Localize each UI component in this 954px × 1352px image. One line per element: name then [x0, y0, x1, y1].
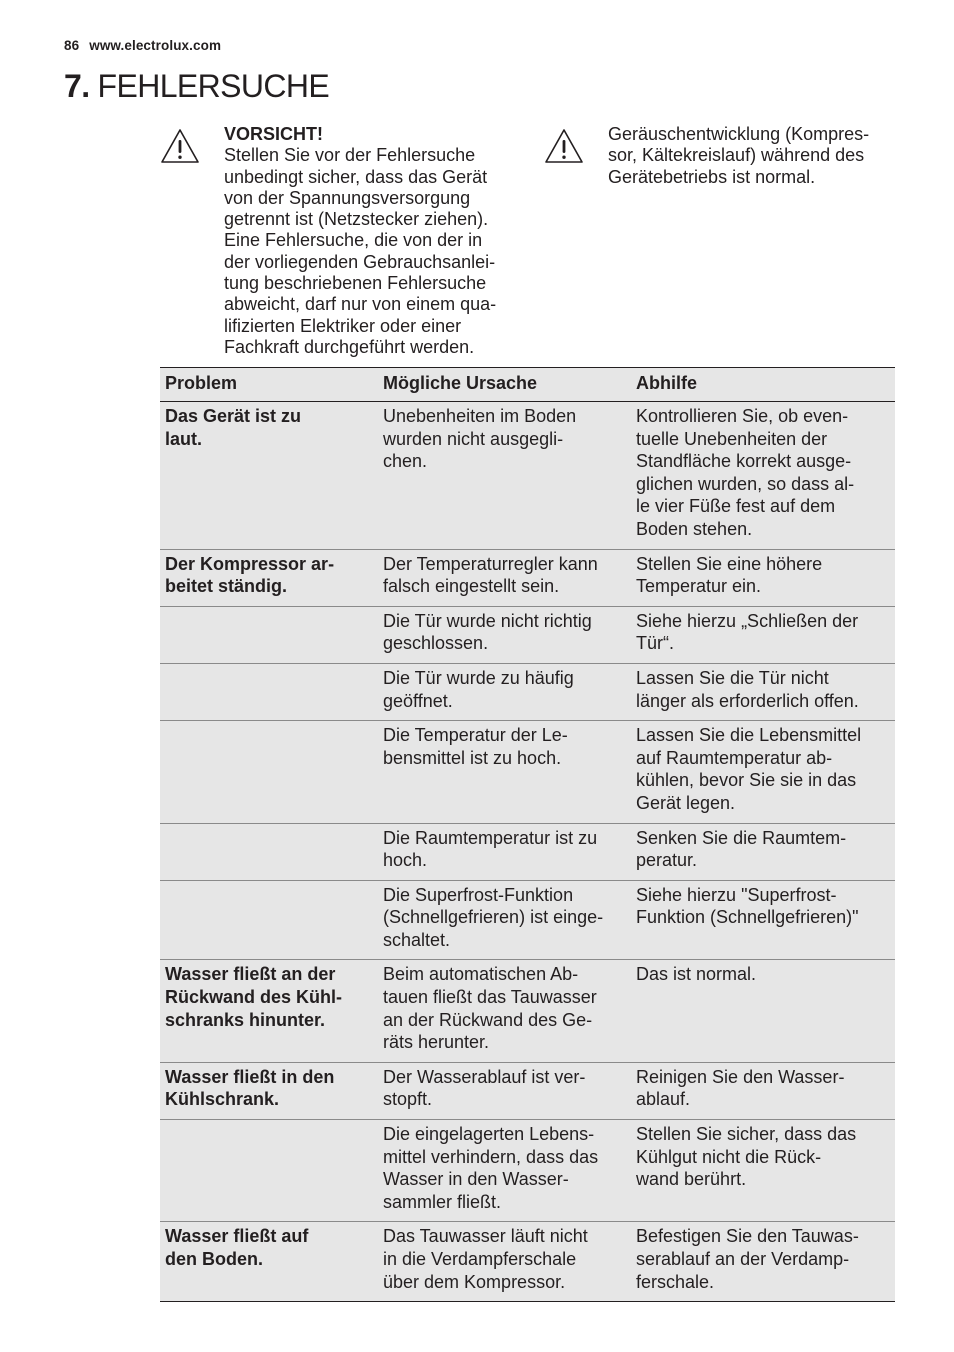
- text-line: Das ist normal.: [636, 964, 757, 985]
- text-line: ferschale.: [636, 1271, 715, 1292]
- column-header-problem: Problem: [160, 368, 378, 402]
- text-line: Lassen Sie die Lebensmittel: [636, 725, 862, 746]
- text-line: stopft.: [383, 1089, 433, 1110]
- text-line: unbedingt sicher, dass das Gerät: [224, 166, 488, 187]
- website-url: www.electrolux.com: [89, 38, 222, 53]
- text-line: Wasser fließt an der: [165, 964, 336, 985]
- text-line: mittel verhindern, dass das: [383, 1146, 599, 1167]
- table-body: [160, 402, 895, 1302]
- text-line: Die eingelagerten Lebens-: [383, 1124, 595, 1145]
- text-line: Kühlgut nicht die Rück-: [636, 1146, 822, 1167]
- table-row: [160, 402, 895, 550]
- text-line: schranks hinunter.: [165, 1009, 326, 1030]
- text-line: Tür“.: [636, 633, 674, 654]
- caution-heading: VORSICHT!: [224, 124, 323, 144]
- problem-cell: [160, 721, 378, 823]
- cause-cell: [378, 1222, 631, 1302]
- cause-cell: [378, 721, 631, 823]
- remedy-cell: [631, 1120, 895, 1222]
- table-row: [160, 721, 895, 823]
- text-line: den Boden.: [165, 1249, 263, 1269]
- cause-cell: [378, 549, 631, 606]
- text-line: Kontrollieren Sie, ob even-: [636, 406, 849, 426]
- text-line: länger als erforderlich offen.: [636, 690, 859, 711]
- text-line: peratur.: [636, 850, 698, 871]
- problem-cell: [160, 549, 378, 606]
- table-row: [160, 1062, 895, 1119]
- cause-cell: [378, 606, 631, 663]
- text-line: Rückwand des Kühl-: [165, 987, 343, 1008]
- text-line: glichen wurden, so dass al-: [636, 473, 855, 494]
- text-line: Siehe hierzu „Schließen der: [636, 610, 859, 631]
- remedy-cell: [631, 823, 895, 880]
- cause-cell: [378, 1120, 631, 1222]
- problem-cell: [160, 606, 378, 663]
- table-row: [160, 549, 895, 606]
- text-line: schaltet.: [383, 929, 451, 950]
- text-line: Siehe hierzu "Superfrost-: [636, 884, 837, 905]
- table-header-row: [160, 368, 895, 402]
- table-row: [160, 1120, 895, 1222]
- text-line: Die Superfrost-Funktion: [383, 884, 574, 905]
- text-line: Senken Sie die Raumtem-: [636, 827, 847, 848]
- text-line: ablauf.: [636, 1089, 691, 1110]
- table-row: [160, 960, 895, 1062]
- text-line: tuelle Unebenheiten der: [636, 428, 828, 449]
- remedy-cell: [631, 880, 895, 960]
- text-line: Wasser in den Wasser-: [383, 1169, 569, 1190]
- text-line: in die Verdampferschale: [383, 1249, 577, 1269]
- caution-text: [224, 124, 520, 358]
- problem-cell: [160, 1062, 378, 1119]
- text-line: laut.: [165, 428, 203, 449]
- text-line: Reinigen Sie den Wasser-: [636, 1066, 845, 1087]
- remedy-cell: [631, 1222, 895, 1302]
- text-line: der vorliegenden Gebrauchsanlei-: [224, 251, 496, 272]
- text-line: beitet ständig.: [165, 576, 288, 597]
- problem-cell: [160, 823, 378, 880]
- page-header: [64, 38, 221, 53]
- text-line: Wasser fließt auf: [165, 1226, 309, 1247]
- column-header-cause: Mögliche Ursache: [378, 368, 631, 402]
- table-row: [160, 606, 895, 663]
- text-line: sor, Kältekreislauf) während des: [608, 145, 865, 166]
- problem-cell: [160, 880, 378, 960]
- text-line: räts herunter.: [383, 1032, 490, 1053]
- text-line: kühlen, bevor Sie sie in das: [636, 770, 857, 791]
- text-line: (Schnellgefrieren) ist einge-: [383, 907, 604, 928]
- text-line: serablauf an der Verdamp-: [636, 1249, 850, 1269]
- cause-cell: [378, 663, 631, 720]
- text-line: Das Gerät ist zu: [165, 406, 302, 426]
- text-line: Temperatur ein.: [636, 576, 762, 597]
- troubleshooting-table: [160, 367, 895, 1302]
- text-line: sammler fließt.: [383, 1191, 502, 1212]
- text-line: tauen fließt das Tauwasser: [383, 987, 597, 1008]
- text-line: geschlossen.: [383, 633, 489, 654]
- section-number: 7.: [64, 68, 90, 104]
- section-heading: FEHLERSUCHE: [97, 68, 330, 104]
- text-line: Befestigen Sie den Tauwas-: [636, 1226, 859, 1247]
- text-line: abweicht, darf nur von einem qua-: [224, 294, 497, 315]
- warning-triangle-icon: [544, 128, 584, 164]
- remedy-cell: [631, 960, 895, 1062]
- text-line: auf Raumtemperatur ab-: [636, 747, 833, 768]
- text-line: Lassen Sie die Tür nicht: [636, 667, 829, 688]
- remedy-cell: [631, 549, 895, 606]
- text-line: Gerät legen.: [636, 792, 736, 813]
- table-row: [160, 663, 895, 720]
- remedy-cell: [631, 663, 895, 720]
- remedy-cell: [631, 402, 895, 550]
- section-title: [64, 66, 329, 106]
- table-row: [160, 1222, 895, 1302]
- text-line: Wasser fließt in den: [165, 1066, 335, 1087]
- warning-triangle-icon: [160, 128, 200, 164]
- text-line: Eine Fehlersuche, die von der in: [224, 230, 483, 251]
- text-line: an der Rückwand des Ge-: [383, 1009, 593, 1030]
- text-line: Der Wasserablauf ist ver-: [383, 1066, 586, 1087]
- text-line: Kühlschrank.: [165, 1089, 280, 1110]
- column-header-remedy: Abhilfe: [631, 368, 895, 402]
- text-line: wurden nicht ausgegli-: [383, 428, 564, 449]
- cause-cell: [378, 880, 631, 960]
- text-line: bensmittel ist zu hoch.: [383, 747, 562, 768]
- text-line: wand berührt.: [636, 1169, 747, 1190]
- table-row: [160, 880, 895, 960]
- text-line: über dem Kompressor.: [383, 1271, 566, 1292]
- text-line: Beim automatischen Ab-: [383, 964, 579, 985]
- remedy-cell: [631, 721, 895, 823]
- cause-cell: [378, 402, 631, 550]
- text-line: Boden stehen.: [636, 518, 753, 539]
- text-line: falsch eingestellt sein.: [383, 576, 560, 597]
- text-line: Der Kompressor ar-: [165, 553, 335, 574]
- text-line: Die Tür wurde nicht richtig: [383, 610, 592, 631]
- text-line: Fachkraft durchgeführt werden.: [224, 336, 475, 357]
- text-line: Funktion (Schnellgefrieren)": [636, 907, 859, 928]
- table-row: [160, 823, 895, 880]
- problem-cell: [160, 1120, 378, 1222]
- text-line: Gerätebetriebs ist normal.: [608, 166, 816, 187]
- cause-cell: [378, 823, 631, 880]
- remedy-cell: [631, 606, 895, 663]
- text-line: chen.: [383, 451, 428, 472]
- text-line: getrennt ist (Netzstecker ziehen).: [224, 209, 489, 230]
- text-line: Der Temperaturregler kann: [383, 553, 598, 574]
- text-line: von der Spannungsversorgung: [224, 187, 471, 208]
- problem-cell: [160, 960, 378, 1062]
- page-number: 86: [64, 38, 80, 53]
- problem-cell: [160, 402, 378, 550]
- text-line: Stellen Sie eine höhere: [636, 553, 823, 574]
- text-line: Die Tür wurde zu häufig: [383, 667, 574, 688]
- text-line: Die Raumtemperatur ist zu: [383, 827, 598, 848]
- text-line: Das Tauwasser läuft nicht: [383, 1226, 588, 1247]
- problem-cell: [160, 663, 378, 720]
- cause-cell: [378, 1062, 631, 1119]
- text-line: Geräuschentwicklung (Kompres-: [608, 124, 870, 144]
- text-line: hoch.: [383, 850, 428, 871]
- text-line: le vier Füße fest auf dem: [636, 496, 836, 517]
- text-line: Stellen Sie sicher, dass das: [636, 1124, 857, 1145]
- text-line: Stellen Sie vor der Fehlersuche: [224, 145, 476, 166]
- text-line: geöffnet.: [383, 690, 453, 711]
- text-line: Unebenheiten im Boden: [383, 406, 577, 426]
- caution-body: [224, 145, 520, 358]
- problem-cell: [160, 1222, 378, 1302]
- text-line: tung beschriebenen Fehlersuche: [224, 273, 487, 294]
- noise-notice-text: [608, 124, 898, 188]
- text-line: Die Temperatur der Le-: [383, 725, 568, 746]
- text-line: lifizierten Elektriker oder einer: [224, 315, 462, 336]
- remedy-cell: [631, 1062, 895, 1119]
- text-line: Standfläche korrekt ausge-: [636, 451, 852, 472]
- cause-cell: [378, 960, 631, 1062]
